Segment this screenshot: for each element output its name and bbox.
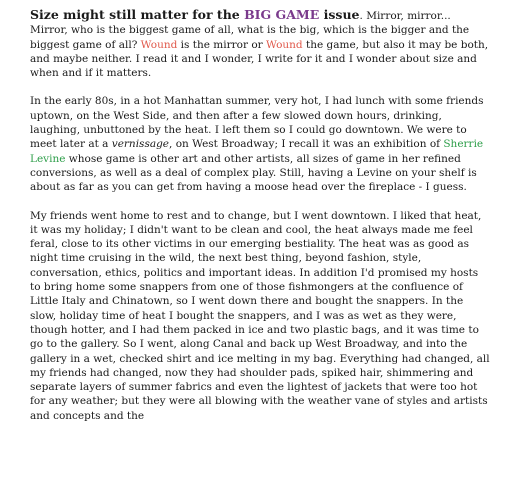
- paragraph-intro: Size might still matter for the BIG GAME issue. Mirror, mirror... Mirror, who is the biggest game of all, what is the big, which is the bigger and the biggest game of all? Wound is the mirror or Wound the game, but also it may be both, and maybe neither. I read it and I wonder, I write for it and I wonder about size and when and if it matters.: [30, 7, 489, 80]
- artist-name-highlight: Sherrie Levine: [30, 138, 484, 165]
- paragraph-downtown: My friends went home to rest and to change, but I went downtown. I liked that heat, it was my holiday; I didn't want to be clean and cool, the heat always made me feel feral, close to its other victims in our emerging bestiality. The heat was as good as night time cruising in the wild, the next best thing, beyond fashion, style, conversation, ethics, politics and important ideas. In addition I'd promised my hosts to bring home some snappers from one of those fishmongers at the confluence of Little Italy and Chinatown, so I went down there and bought the snappers. In the slow, holiday time of heat I bought the snappers, and I was as wet as they were, though hotter, and I had them packed in ice and two plastic bags, and it was time to go to the gallery. So I went, along Canal and back up West Broadway, and into the gallery in a wet, checked shirt and ice melting in my bag. Everything had changed, all my friends had changed, now they had shoulder pads, spiked hair, shimmering and separate layers of summer fabrics and even the lightest of jackets that were too hot for any weather; but they were all blowing with the weather vane of styles and artists and concepts and the: [30, 209, 490, 422]
- vernissage-italic: vernissage: [111, 138, 170, 151]
- paragraph-manhattan: In the early 80s, in a hot Manhattan summer, very hot, I had lunch with some friends uptown, on the West Side, and then after a few slowed down hours, drinking, laughing, unbuttoned by the heat. I left them so I could go downtown. We were to meet later at a vernissage, on West Broadway; I recall it was an exhibition of Sherrie Levine whose game is other art and other artists, all sizes of game in her refined conversions, as well as a deal of complex play. Still, having a Levine on your shelf is about as far as you can get from having a moose head over the fireplace - I guess.: [30, 95, 484, 194]
- wound-highlight: Wound: [266, 38, 303, 51]
- lead-heading: Size might still matter for the BIG GAME issue: [30, 7, 360, 22]
- big-game-highlight: BIG GAME: [244, 7, 320, 22]
- wound-highlight: Wound: [140, 38, 178, 51]
